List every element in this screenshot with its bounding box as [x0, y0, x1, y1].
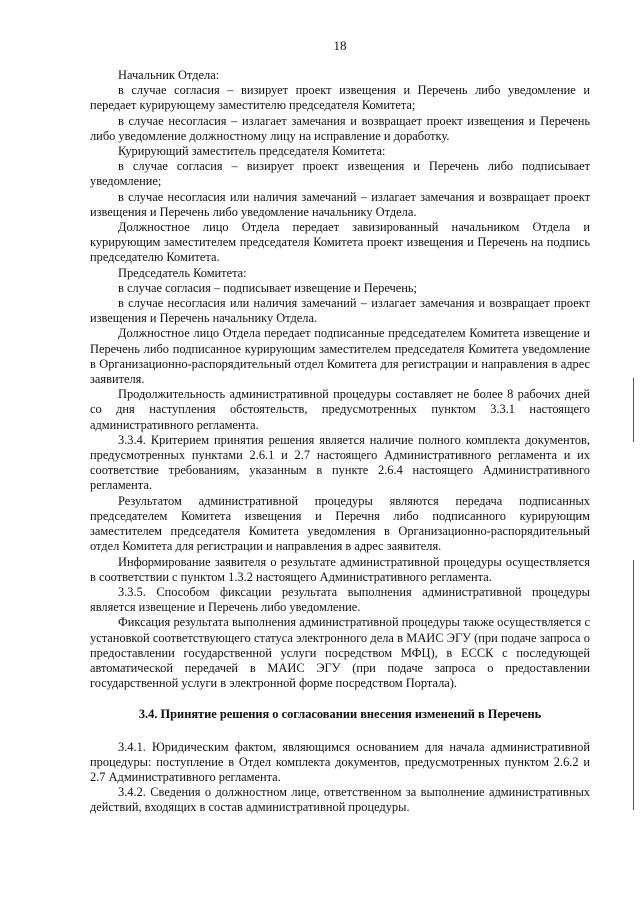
- section-heading: 3.4. Принятие решения о согласовании внесения изменений в Перечень: [138, 707, 542, 722]
- paragraph: Продолжительность административной процедуры составляет не более 8 рабочих дней со дня наступления обстоятельств, предусмотренных пунктом 3.3.1 настоящего административного регламента.: [90, 387, 590, 432]
- page-number: 18: [333, 38, 347, 53]
- paragraph: в случае несогласия или наличия замечаний – излагает замечания и возвращает проект извещения и Перечень либо уведомление начальнику Отдела.: [90, 189, 590, 219]
- paragraph: Информирование заявителя о результате административной процедуры осуществляется в соответствии с пунктом 1.3.2 настоящего Административного регламента.: [90, 554, 590, 584]
- paragraph: Должностное лицо Отдела передает подписанные председателем Комитета извещение и Перечень либо подписанное курирующим заместителем председателя Комитета уведомление в Организационно-распорядительный отдел Комитета для регистрации и направления в адрес заявителя.: [90, 326, 590, 387]
- paragraph: Начальник Отдела:: [118, 68, 220, 82]
- paragraph: в случае несогласия – излагает замечания и возвращает проект извещения и Перечень либо уведомление должностному лицу на исправление и доработку.: [90, 113, 590, 143]
- document-body: [90, 68, 590, 816]
- paragraph: в случае согласия – визирует проект извещения и Перечень либо подписывает уведомление;: [90, 159, 590, 189]
- paragraph: 3.4.1. Юридическим фактом, являющимся основанием для начала административной процедуры: поступление в Отдел комплекта документов, предусмотренных пунктом 2.6.2 и 2.7 Административного регламента.: [90, 739, 590, 784]
- paragraph: Председатель Комитета:: [118, 265, 247, 280]
- paragraph: 3.4.2. Сведения о должностном лице, ответственном за выполнение административных действий, входящих в состав административной процедуры.: [90, 785, 590, 815]
- scan-edge-line: [633, 378, 634, 442]
- paragraph: Должностное лицо Отдела передает завизированный начальником Отдела и курирующим заместителем председателя Комитета проект извещения и Перечень на подпись председателю Комитета.: [90, 220, 590, 265]
- paragraph: 3.3.5. Способом фиксации результата выполнения административной процедуры является извещение и Перечень либо уведомление.: [90, 584, 590, 615]
- scan-edge-line: [633, 560, 634, 810]
- paragraph: Курирующий заместитель председателя Комитета:: [118, 144, 386, 159]
- paragraph: Фиксация результата выполнения административной процедуры также осуществляется с установкой соответствующего статуса электронного дела в МАИС ЭГУ (при подаче запроса о предоставлении государственной услуги посредством МФЦ), в ЕССК с последующей автоматической передачей в МАИС ЭГУ (при подаче запроса о предоставлении государственной услуги в электронной форме посредством Портала).: [90, 615, 590, 691]
- paragraph: в случае согласия – подписывает извещение и Перечень;: [118, 280, 417, 295]
- paragraph: 3.3.4. Критерием принятия решения является наличие полного комплекта документов, предусмотренных пунктами 2.6.1 и 2.7 настоящего Административного регламента и их соответствие требованиям, указанным в пункте 2.6.4 настоящего Административного регламента.: [90, 432, 590, 493]
- paragraph: Результатом административной процедуры являются передача подписанных председателем Комитета извещения и Перечня либо подписанного курирующим заместителем председателя Комитета уведомления в Организационно-распорядительный отдел Комитета для регистрации и направления в адрес заявителя.: [90, 493, 590, 554]
- paragraph: в случае несогласия или наличия замечаний – излагает замечания и возвращает проект извещения и Перечень начальнику Отдела.: [90, 296, 590, 326]
- paragraph: в случае согласия – визирует проект извещения и Перечень либо уведомление и передает курирующему заместителю председателя Комитета;: [90, 83, 590, 113]
